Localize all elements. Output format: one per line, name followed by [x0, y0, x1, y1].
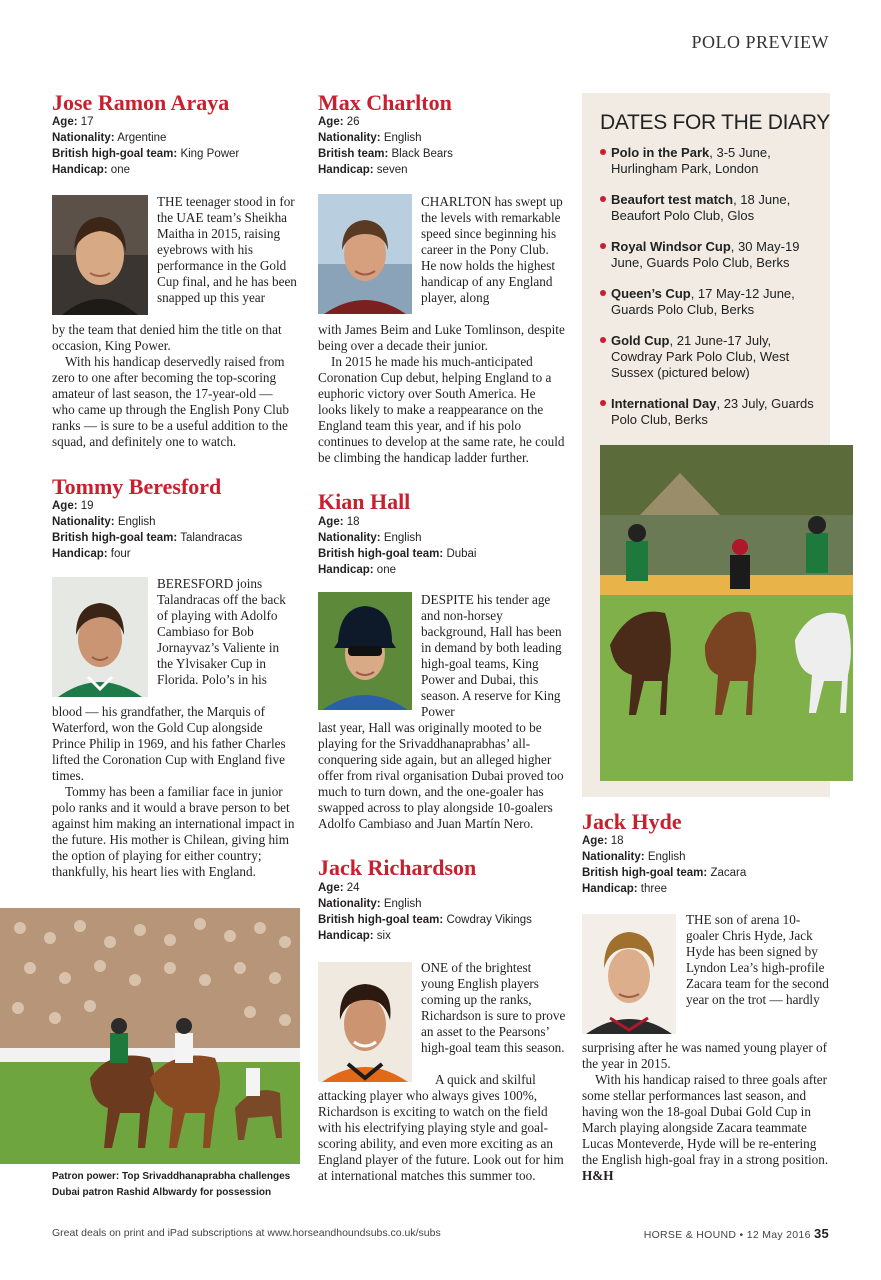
diary-detail: , 3-5 June, Hurlingham Park, London	[611, 145, 771, 176]
footer-folio	[644, 1226, 829, 1241]
diary-event: Gold Cup	[611, 333, 670, 348]
diary-item	[600, 145, 822, 177]
profile-text-araya-1: THE teenager stood in for the UAE team’s Sheikha Maitha in 2015, raising eyebrows with his performance in the Gold Cup final, and he has been snapped up this year	[157, 194, 297, 305]
folio-separator: •	[739, 1229, 744, 1241]
diary-item	[600, 192, 822, 224]
bullet-icon	[600, 290, 606, 296]
profile-name-richardson: Jack Richardson	[318, 855, 477, 880]
diary-title: DATES FOR THE DIARY	[600, 111, 831, 134]
section-title: POLO PREVIEW	[691, 32, 829, 52]
profile-text-beresford-1: BERESFORD joins Talandracas off the back of playing with Adolfo Cambiaso for Bob Jornayvaz’s Valiente in the Ylvisaker Cup in Florida. Polo’s in his	[157, 576, 286, 687]
profile-facts-hyde: Age: 18 Nationality: English British high-goal team: Zacara Handicap: three	[582, 835, 747, 895]
profile-text-beresford-2: Tommy has been a familiar face in junior polo ranks and it would a brave person to bet against him making an international impact in the future. His mother is Chilean, giving him the option of playing for either country; thankfully, his heart lies with England.	[52, 784, 295, 879]
profile-text-hyde-1: THE son of arena 10-goaler Chris Hyde, Jack Hyde has been signed by Lyndon Lea’s high-profile Zacara team for the second year on the trot — hardly	[686, 912, 829, 1007]
profile-name-hall: Kian Hall	[318, 489, 411, 514]
photo-caption: Patron power: Top Srivaddhanaprabha challenges Dubai patron Rashid Albwardy for possession	[52, 1171, 291, 1198]
diary-detail: , 17 May-12 June, Guards Polo Club, Berks	[611, 286, 795, 317]
profile-text-richardson-1: ONE of the brightest young English players coming up the ranks, Richardson is sure to prove an asset to the Pearsons’ high-goal team this season.	[421, 960, 566, 1055]
profile-text-richardson-2b: attacking player who always gives 100%, Richardson is exciting to watch on the field with his electrifying playing style and goal-scoring ability, and even more exciting as an England player of the future. Look out for him at international matches this summer too.	[318, 1088, 564, 1183]
profile-text-richardson-2a: A quick and skilful	[435, 1072, 536, 1087]
profile-text-araya-2: With his handicap deservedly raised from zero to one after becoming the top-scoring amateur of last season, the 17-year-old — who came up through the English Pony Club ranks — is sure to be a useful addition to the squad, and definitely one to watch.	[52, 354, 289, 449]
portrait-beresford	[52, 577, 148, 697]
diary-item	[600, 396, 822, 428]
profile-text-charlton-1: CHARLTON has swept up the levels with remarkable speed since beginning his career in the Pony Club. He now holds the highest handicap of any England player, along	[421, 194, 563, 305]
diary-item	[600, 286, 822, 318]
portrait-hyde	[582, 914, 676, 1034]
profile-text-charlton-2: In 2015 he made his much-anticipated Coronation Cup debut, helping England to a euphoric victory over South America. He looks likely to make a reappearance on the England team this year, and if his polo continues to develop at the same rate, he could be climbing the handicap ladder further.	[318, 354, 565, 465]
page-number: 35	[813, 1226, 829, 1241]
hh-signature: H&H	[582, 1168, 614, 1183]
bullet-icon	[600, 243, 606, 249]
portrait-hall	[318, 592, 412, 710]
profile-facts-araya: Age: 17 Nationality: Argentine British high-goal team: King Power Handicap: one	[52, 116, 240, 176]
diary-event: Beaufort test match	[611, 192, 734, 207]
diary-item	[600, 333, 822, 381]
profile-name-charlton: Max Charlton	[318, 90, 452, 115]
profile-facts-richardson: Age: 24 Nationality: English British high-goal team: Cowdray Vikings Handicap: six	[318, 882, 532, 942]
profile-text-hyde-1b: surprising after he was named young player of the year in 2015.	[582, 1040, 827, 1071]
diary-event: Queen’s Cup	[611, 286, 691, 301]
portrait-richardson	[318, 962, 412, 1082]
footer-subscription-text: Great deals on print and iPad subscriptions at www.horseandhoundsubs.co.uk/subs	[52, 1227, 441, 1239]
profile-text-araya-1b: by the team that denied him the title on that occasion, King Power.	[52, 322, 282, 353]
diary-list	[600, 145, 822, 443]
diary-detail: , 18 June, Beaufort Polo Club, Glos	[611, 192, 791, 223]
gold-cup-photo	[600, 445, 853, 781]
profile-text-hall-1b: last year, Hall was originally mooted to be playing for the Srivaddhanaprabhas’ all-conquering side again, but an alleged higher offer from rival organisation Dubai proved too much to turn down, and the one-goaler has swapped across to play alongside 10-goalers Adolfo Cambiaso and Juan Martín Nero.	[318, 720, 564, 831]
portrait-araya	[52, 195, 148, 315]
diary-detail: , 23 July, Guards Polo Club, Berks	[611, 396, 814, 427]
profile-text-charlton-1b: with James Beim and Luke Tomlinson, despite being over a decade their junior.	[318, 322, 565, 353]
diary-detail: , 21 June-17 July, Cowdray Park Polo Club, West Sussex (pictured below)	[611, 333, 790, 380]
bullet-icon	[600, 196, 606, 202]
portrait-charlton	[318, 194, 412, 314]
diary-event: International Day	[611, 396, 717, 411]
profile-name-hyde: Jack Hyde	[582, 809, 682, 834]
diary-detail: , 30 May-19 June, Guards Polo Club, Berks	[611, 239, 800, 270]
issue-date: 12 May 2016	[746, 1229, 811, 1241]
profile-facts-charlton: Age: 26 Nationality: English British team: Black Bears Handicap: seven	[318, 116, 453, 176]
diary-item	[600, 239, 822, 271]
profile-text-hyde-2: With his handicap raised to three goals after some stellar performances last season, and having won the 18-goal Dubai Gold Cup in March playing alongside Zacara teammate Lucas Monteverde, Hyde will be re-entering the English high-goal fray in a strong position. H&H	[582, 1072, 829, 1183]
polo-match-photo-left	[0, 908, 300, 1164]
diary-event: Royal Windsor Cup	[611, 239, 731, 254]
bullet-icon	[600, 149, 606, 155]
magazine-name: HORSE & HOUND	[643, 1229, 737, 1241]
bullet-icon	[600, 337, 606, 343]
profile-text-beresford-1b: blood — his grandfather, the Marquis of Waterford, won the Gold Cup alongside Prince Philip in 1969, and his father Charles lifted the Coronation Cup with England five times.	[52, 704, 286, 783]
profile-name-beresford: Tommy Beresford	[52, 474, 222, 499]
bullet-icon	[600, 400, 606, 406]
profile-text-hall-1: DESPITE his tender age and non-horsey background, Hall has been in demand by both leading high-goal teams, King Power and Dubai, this season. A reserve for King Power	[421, 592, 562, 719]
profile-facts-hall: Age: 18 Nationality: English British high-goal team: Dubai Handicap: one	[318, 516, 477, 576]
profile-name-araya: Jose Ramon Araya	[52, 90, 230, 115]
profile-facts-beresford: Age: 19 Nationality: English British high-goal team: Talandracas Handicap: four	[52, 500, 243, 560]
diary-event: Polo in the Park	[611, 145, 710, 160]
